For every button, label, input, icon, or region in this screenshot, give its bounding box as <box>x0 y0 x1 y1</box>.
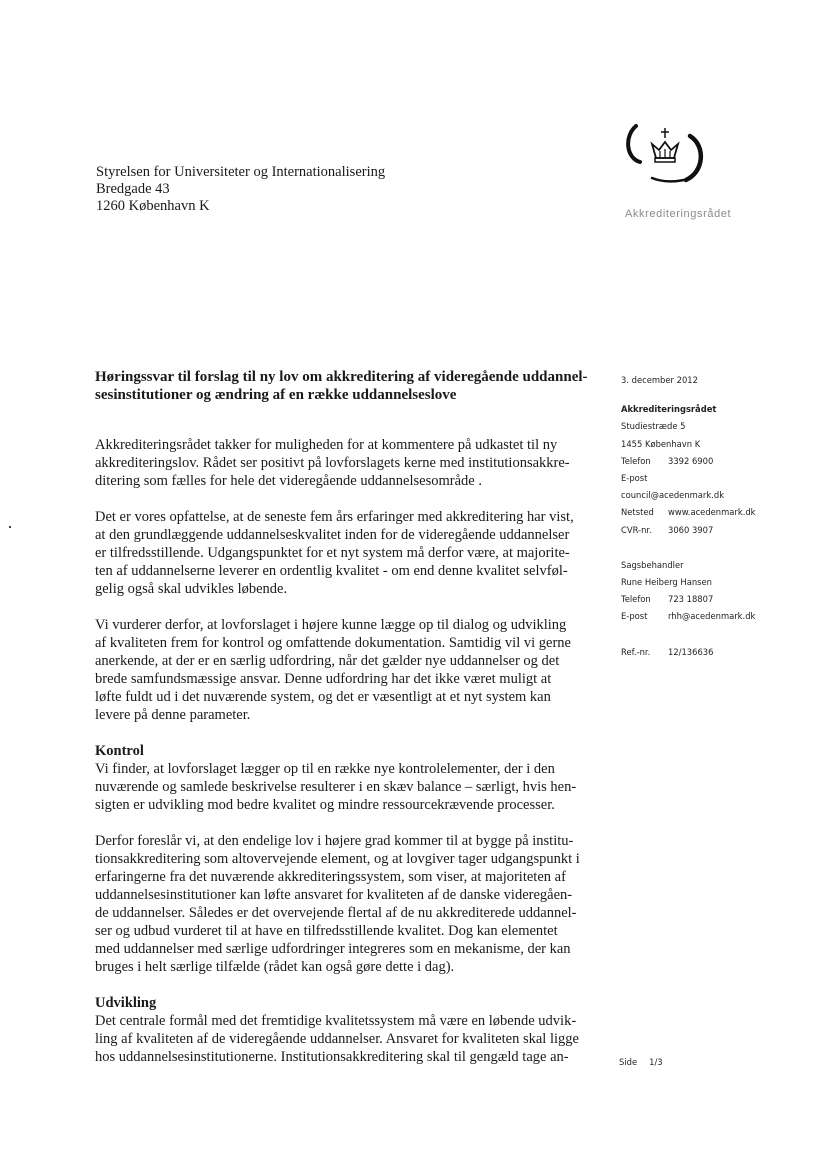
letter-title <box>95 368 595 404</box>
body-line: Vi vurderer derfor, at lovforslaget i højere kunne lægge op til dialog og udvikling <box>95 617 567 633</box>
paragraph <box>95 1012 588 1066</box>
body-line: løfte fuldt ud i det nuværende system, og det er væsentligt at et nyt system kan <box>95 689 551 705</box>
handler-label: Sagsbehandler <box>621 559 684 570</box>
cvr-value: 3060 3907 <box>668 524 714 535</box>
letter-date: 3. december 2012 <box>621 375 698 385</box>
body-line: tionsakkreditering som altovervejende element, og at lovgiver tager udgangspunkt i <box>95 851 580 867</box>
sender-org: Akkrediteringsrådet <box>621 404 717 415</box>
handler-phone-label: Telefon <box>621 594 651 605</box>
handler-email-label: E-post <box>621 611 648 622</box>
phone-value: 3392 6900 <box>668 455 714 466</box>
page-number: 1/3 <box>649 1057 663 1067</box>
body-line: ling af kvaliteten af de videregående uddannelser. Ansvaret for kvaliteten skal ligge <box>95 1031 579 1047</box>
body-line: de uddannelser. Således er det overvejende flertal af de nu akkrediterede uddannel- <box>95 905 577 921</box>
email-value[interactable]: council@acedenmark.dk <box>621 490 725 501</box>
body-line: af kvaliteten frem for kontrol og omfattende dokumentation. Samtidig vil vi gerne <box>95 635 571 651</box>
body-line: erfaringerne fra det nuværende akkrediteringssystem, som viser, at majoriteten af <box>95 869 566 885</box>
handler-phone-value: 723 18807 <box>668 594 714 605</box>
body-line: at den grundlæggende uddannelseskvalitet inden for de videregående uddannelser <box>95 527 570 543</box>
ref-value: 12/136636 <box>668 646 714 657</box>
body-line: er tilfredsstillende. Udgangspunktet for et nyt system må derfor være, at majorite- <box>95 545 570 561</box>
section-heading-kontrol: Kontrol <box>95 743 144 759</box>
handler-email-value[interactable]: rhh@acedenmark.dk <box>668 611 756 622</box>
body-line: ten af uddannelserne leverer en ordentlig kvalitet - om end denne kvalitet selvføl- <box>95 563 568 579</box>
sender-city: 1455 København K <box>621 438 701 449</box>
body-line: uddannelsesinstitutioner kan løfte ansvaret for kvaliteten af de danske videregåen- <box>95 887 573 903</box>
body-line: Vi finder, at lovforslaget lægger op til en række nye kontrolelementer, der i den <box>95 761 555 777</box>
handler-name: Rune Heiberg Hansen <box>621 577 712 588</box>
body-line: bruges i helt særlige tilfælde (rådet kan også gøre dette i dag). <box>95 959 455 975</box>
email-label: E-post <box>621 473 648 484</box>
body-line: brede samfundsmæssige ansvar. Denne udfordring har det ikke været muligt at <box>95 671 552 687</box>
cvr-label: CVR-nr. <box>621 524 652 535</box>
body-line: gelig også skal udvikles løbende. <box>95 581 288 597</box>
body-line: med uddannelser med særlige udfordringer integreres som en mekanisme, der kan <box>95 941 571 957</box>
recipient-line: Bredgade 43 <box>96 181 170 197</box>
body-line: Derfor foreslår vi, at den endelige lov i højere grad kommer til at bygge på institu- <box>95 833 574 849</box>
crown-seal-icon <box>622 118 718 190</box>
web-row <box>621 504 756 521</box>
handler-email-row <box>621 608 756 625</box>
recipient-address <box>96 164 385 215</box>
handler-phone-row <box>621 591 756 608</box>
paragraph <box>95 616 588 724</box>
cvr-row <box>621 522 756 539</box>
body-line: ditering som fælles for hele det videregående uddannelsesområde . <box>95 473 482 489</box>
body-line: Det er vores opfattelse, at de seneste fem års erfaringer med akkreditering har vist, <box>95 509 574 525</box>
phone-label: Telefon <box>621 455 651 466</box>
sender-street: Studiestræde 5 <box>621 421 686 432</box>
scan-speck <box>9 526 11 528</box>
paragraph <box>95 508 588 598</box>
body-line: Det centrale formål med det fremtidige kvalitetssystem må være en løbende udvik- <box>95 1013 577 1029</box>
ref-row <box>621 644 756 661</box>
ref-label: Ref.-nr. <box>621 646 651 657</box>
logo-text: Akkrediteringsrådet <box>625 208 732 220</box>
body-line: akkrediteringslov. Rådet ser positivt på lovforslagets kerne med institutionsakkre- <box>95 455 570 471</box>
body-line: levere på denne parameter. <box>95 707 251 723</box>
sender-sidebar <box>621 372 756 661</box>
body-line: ser og udbud vurderet til at have en tilfredsstillende kvalitet. Dog kan elementet <box>95 923 558 939</box>
body-line: hos uddannelsesinstitutionerne. Institutionsakkreditering skal til gengæld tage an- <box>95 1049 569 1065</box>
title-line: Høringssvar til forslag til ny lov om akkreditering af videregående uddannel- <box>95 369 588 385</box>
body-line: sigten er udvikling mod bedre kvalitet og mindre ressourcekrævende processer. <box>95 797 555 813</box>
recipient-line: 1260 København K <box>96 198 210 214</box>
letter-body <box>95 436 588 1084</box>
page-footer <box>619 1057 675 1067</box>
paragraph <box>95 760 588 814</box>
paragraph <box>95 436 588 490</box>
paragraph <box>95 832 588 976</box>
web-label: Netsted <box>621 507 654 518</box>
sender-phone-row <box>621 453 756 470</box>
body-line: anerkende, at der er en særlig udfordring, når det gælder nye uddannelser og det <box>95 653 560 669</box>
body-line: nuværende og samlede beskrivelse resulterer i en skæv balance – særligt, hvis hen- <box>95 779 577 795</box>
web-value[interactable]: www.acedenmark.dk <box>668 507 756 518</box>
section-heading-udvikling: Udvikling <box>95 995 157 1011</box>
title-line: sesinstitutioner og ændring af en række uddannelseslove <box>95 387 457 403</box>
page-label: Side <box>619 1057 638 1067</box>
recipient-line: Styrelsen for Universiteter og Internationalisering <box>96 164 386 180</box>
body-line: Akkrediteringsrådet takker for muligheden for at kommentere på udkastet til ny <box>95 437 558 453</box>
